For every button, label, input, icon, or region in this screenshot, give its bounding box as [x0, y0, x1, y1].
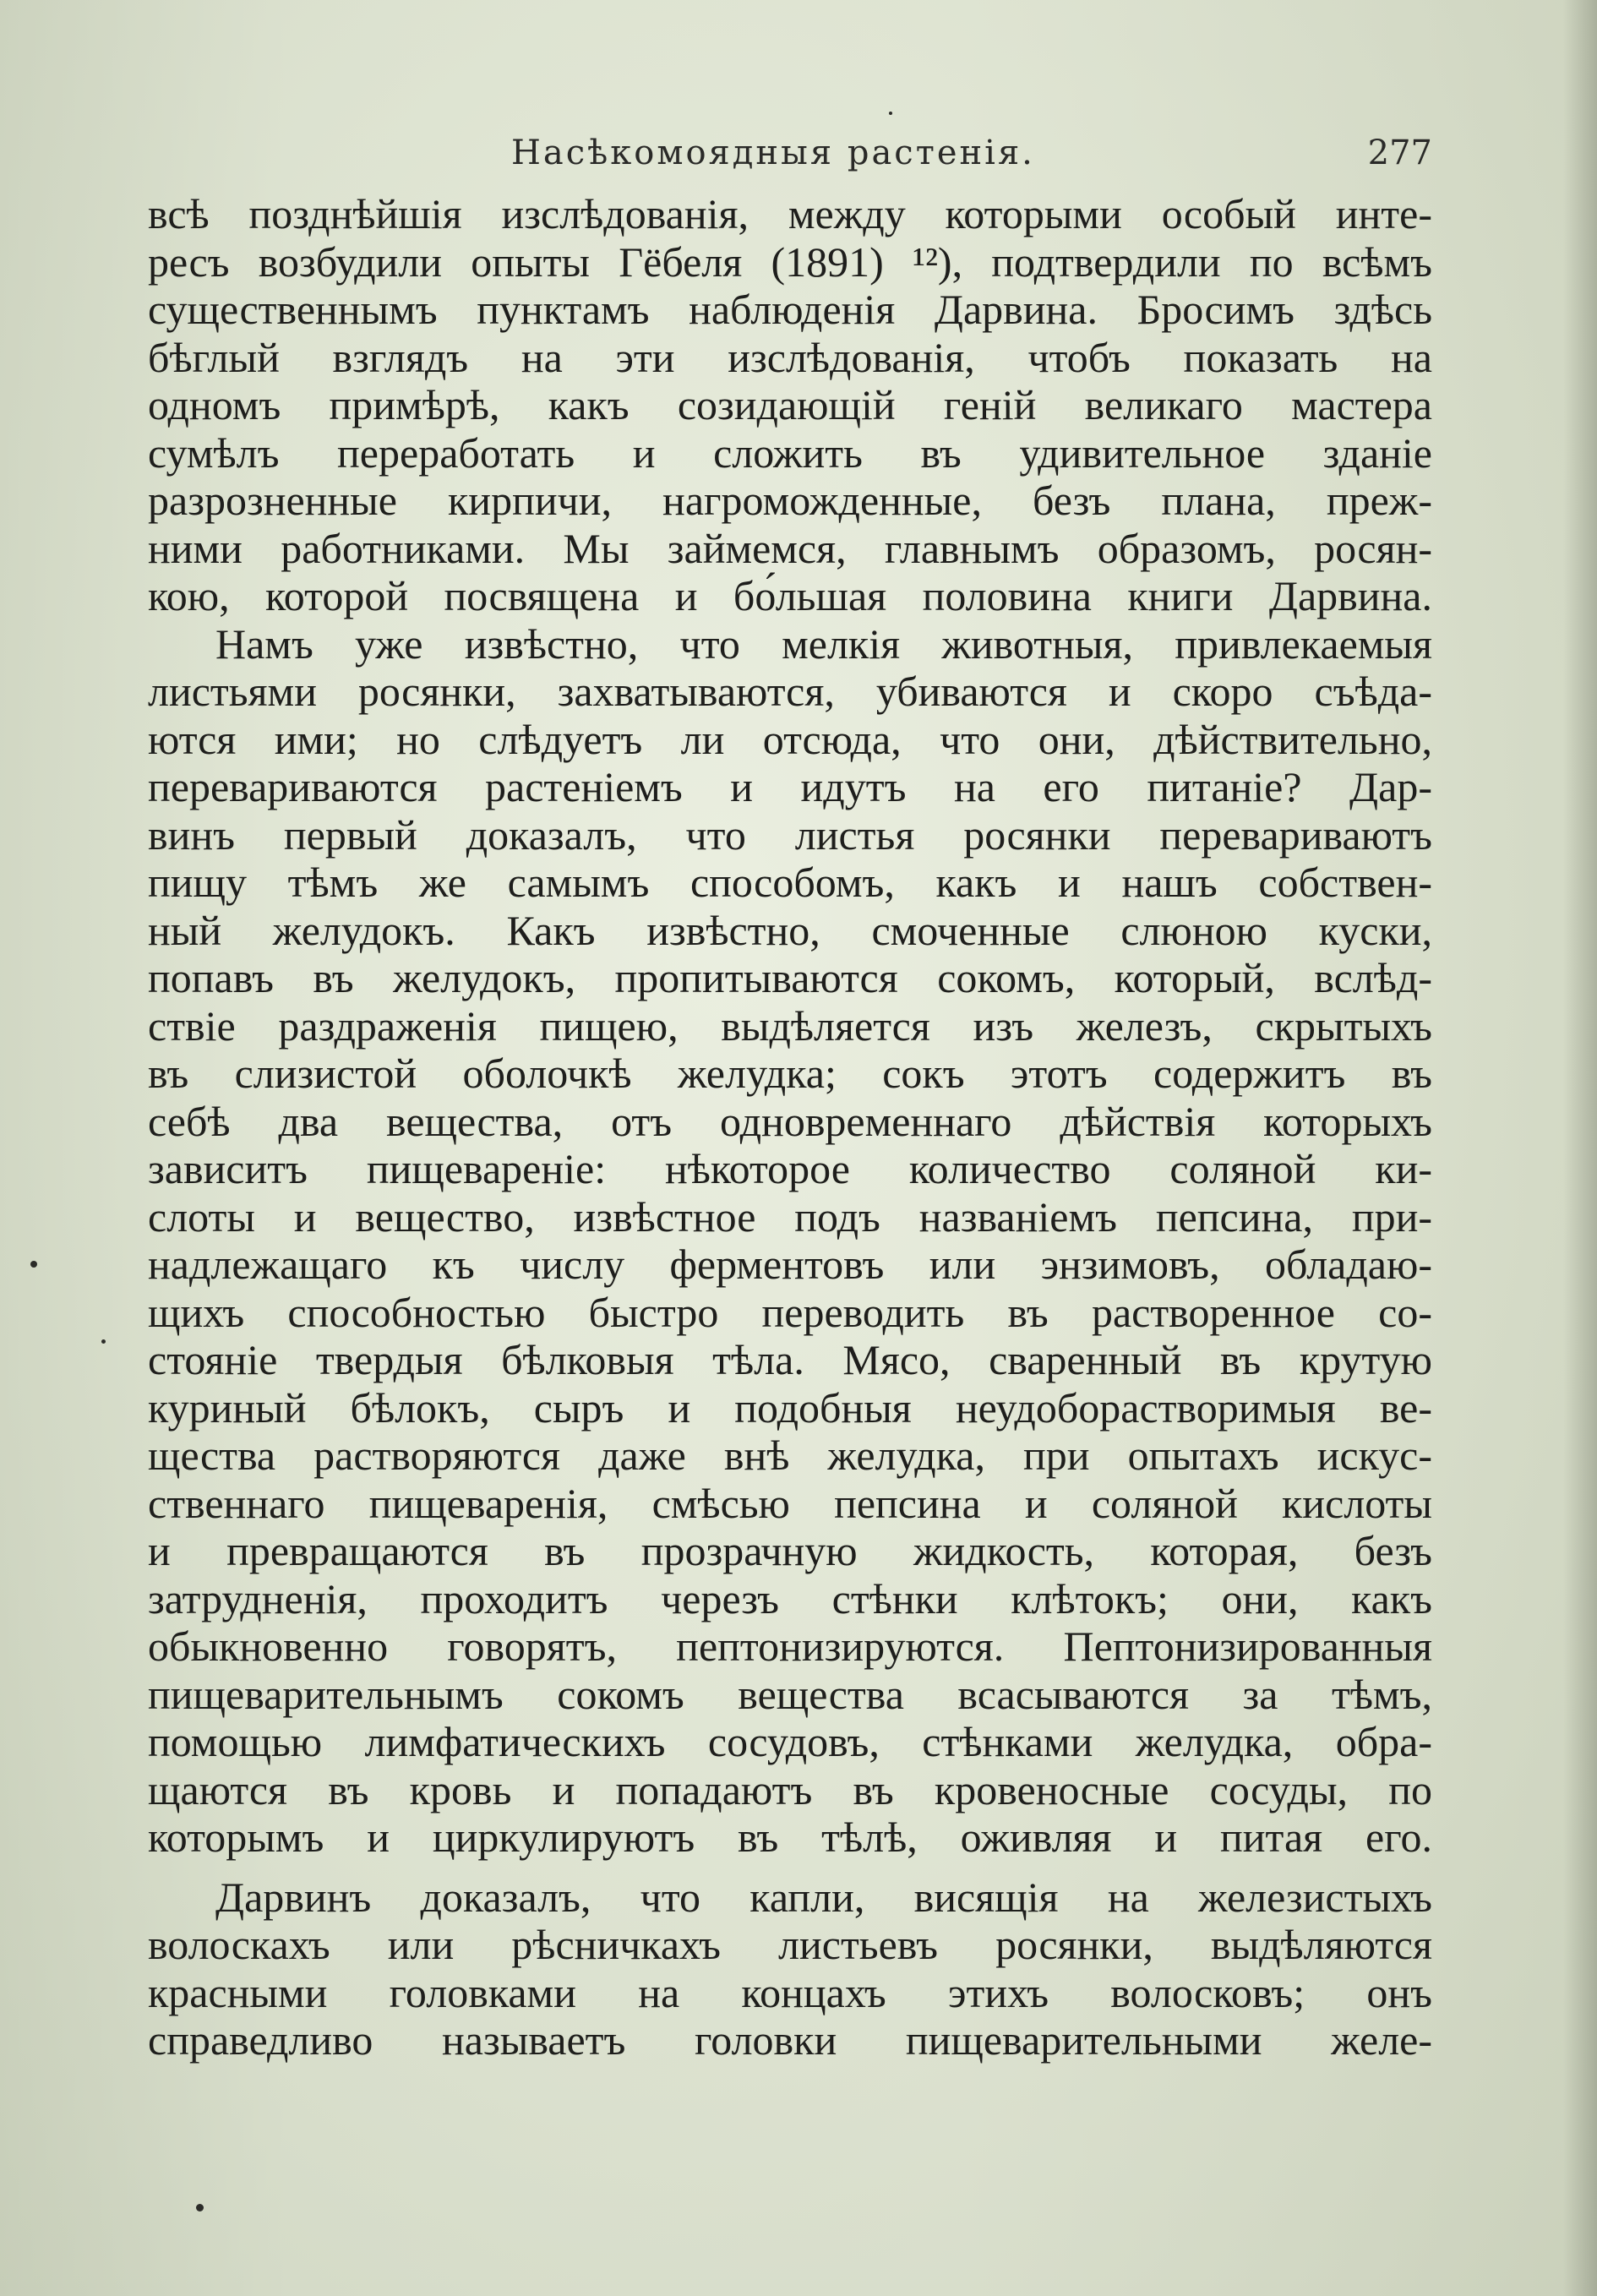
text-line: ственнаго пищеваренія, смѣсью пепсина и соляной кислоты: [148, 1479, 1432, 1527]
text-line: пищеварительнымъ сокомъ вещества всасываются за тѣмъ,: [148, 1670, 1432, 1718]
text-line: ресъ возбудили опыты Гёбеля (1891) ¹²), подтвердили по всѣмъ: [148, 237, 1432, 286]
paragraph-1: [148, 190, 1432, 620]
text-line: зависитъ пищевареніе: нѣкоторое количество соляной ки-: [148, 1145, 1432, 1192]
text-line: щихъ способностью быстро переводить въ растворенное со-: [148, 1288, 1432, 1336]
text-line: себѣ два вещества, отъ одновременнаго дѣйствія которыхъ: [148, 1097, 1432, 1145]
text-line: въ слизистой оболочкѣ желудка; сокъ этотъ содержитъ въ: [148, 1050, 1432, 1097]
text-line: Намъ уже извѣстно, что мелкія животныя, привлекаемыя: [215, 619, 1432, 668]
text-line: сумѣлъ переработать и сложить въ удивительное зданіе: [148, 428, 1432, 477]
text-line: щества растворяются даже внѣ желудка, при опытахъ искус-: [148, 1432, 1432, 1479]
text-line: слоты и вещество, извѣстное подъ названіемъ пепсина, при-: [148, 1192, 1432, 1241]
text-line: обыкновенно говорятъ, пептонизируются. Пептонизированныя: [148, 1622, 1432, 1670]
text-line: которымъ и циркулируютъ въ тѣлѣ, оживляя и питая его.: [148, 1813, 1432, 1861]
text-line: ними работниками. Мы займемся, главнымъ образомъ, росян-: [148, 524, 1432, 572]
text-line: щаются въ кровь и попадаютъ въ кровеносные сосуды, по: [148, 1765, 1432, 1813]
text-line: красными головками на концахъ этихъ волосковъ; онъ: [148, 1968, 1432, 2016]
text-line: справедливо называетъ головки пищеварительными желе-: [148, 2016, 1432, 2064]
ink-speck: [30, 1261, 37, 1268]
text-line: перевариваются растеніемъ и идутъ на его питаніе? Дар-: [148, 763, 1432, 810]
text-line: одномъ примѣрѣ, какъ созидающій геній великаго мастера: [148, 381, 1432, 428]
text-line: ный желудокъ. Какъ извѣстно, смоченные слюною куски,: [148, 906, 1432, 954]
text-line: куриный бѣлокъ, сыръ и подобныя неудоборастворимыя ве-: [148, 1383, 1432, 1432]
text-line: стояніе твердыя бѣлковыя тѣла. Мясо, сваренный въ крутую: [148, 1336, 1432, 1383]
text-line: разрозненные кирпичи, нагроможденные, безъ плана, преж-: [148, 477, 1432, 524]
text-line: существеннымъ пунктамъ наблюденія Дарвина. Бросимъ здѣсь: [148, 286, 1432, 333]
text-line: затрудненія, проходитъ черезъ стѣнки клѣтокъ; они, какъ: [148, 1574, 1432, 1622]
paragraph-3: [148, 1873, 1432, 2064]
text-line: кою, которой посвящена и бо́льшая половина книги Дарвина.: [148, 572, 1432, 619]
text-line: бѣглый взглядъ на эти изслѣдованія, чтобъ показать на: [148, 333, 1432, 381]
text-line: волоскахъ или рѣсничкахъ листьевъ росянки, выдѣляются: [148, 1921, 1432, 1968]
text-line: ствіе раздраженія пищею, выдѣляется изъ железъ, скрытыхъ: [148, 1001, 1432, 1050]
ink-speck: [196, 2204, 204, 2211]
body-text: [148, 190, 1432, 2064]
text-line: ются ими; но слѣдуетъ ли отсюда, что они, дѣйствительно,: [148, 715, 1432, 763]
page-number: 277: [1367, 134, 1432, 172]
running-title: Насѣкомоядныя растенія.: [511, 134, 1035, 172]
running-head: [148, 134, 1432, 184]
text-line: надлежащаго къ числу ферментовъ или энзимовъ, обладаю-: [148, 1241, 1432, 1288]
ink-speck: [101, 1339, 106, 1344]
text-line: листьями росянки, захватываются, убиваются и скоро съѣда-: [148, 668, 1432, 715]
text-line: Дарвинъ доказалъ, что капли, висящія на железистыхъ: [215, 1873, 1432, 1921]
text-line: винъ первый доказалъ, что листья росянки перевариваютъ: [148, 810, 1432, 859]
text-line: попавъ въ желудокъ, пропитываются сокомъ, который, вслѣд-: [148, 954, 1432, 1001]
ink-speck: [889, 112, 892, 115]
text-line: и превращаются въ прозрачную жидкость, которая, безъ: [148, 1527, 1432, 1574]
text-line: всѣ позднѣйшія изслѣдованія, между которыми особый инте-: [148, 190, 1432, 237]
text-line: помощью лимфатическихъ сосудовъ, стѣнками желудка, обра-: [148, 1718, 1432, 1765]
page-edge-shadow: [1563, 0, 1597, 2296]
text-line: пищу тѣмъ же самымъ способомъ, какъ и нашъ собствен-: [148, 859, 1432, 906]
paragraph-2: [148, 620, 1432, 1862]
